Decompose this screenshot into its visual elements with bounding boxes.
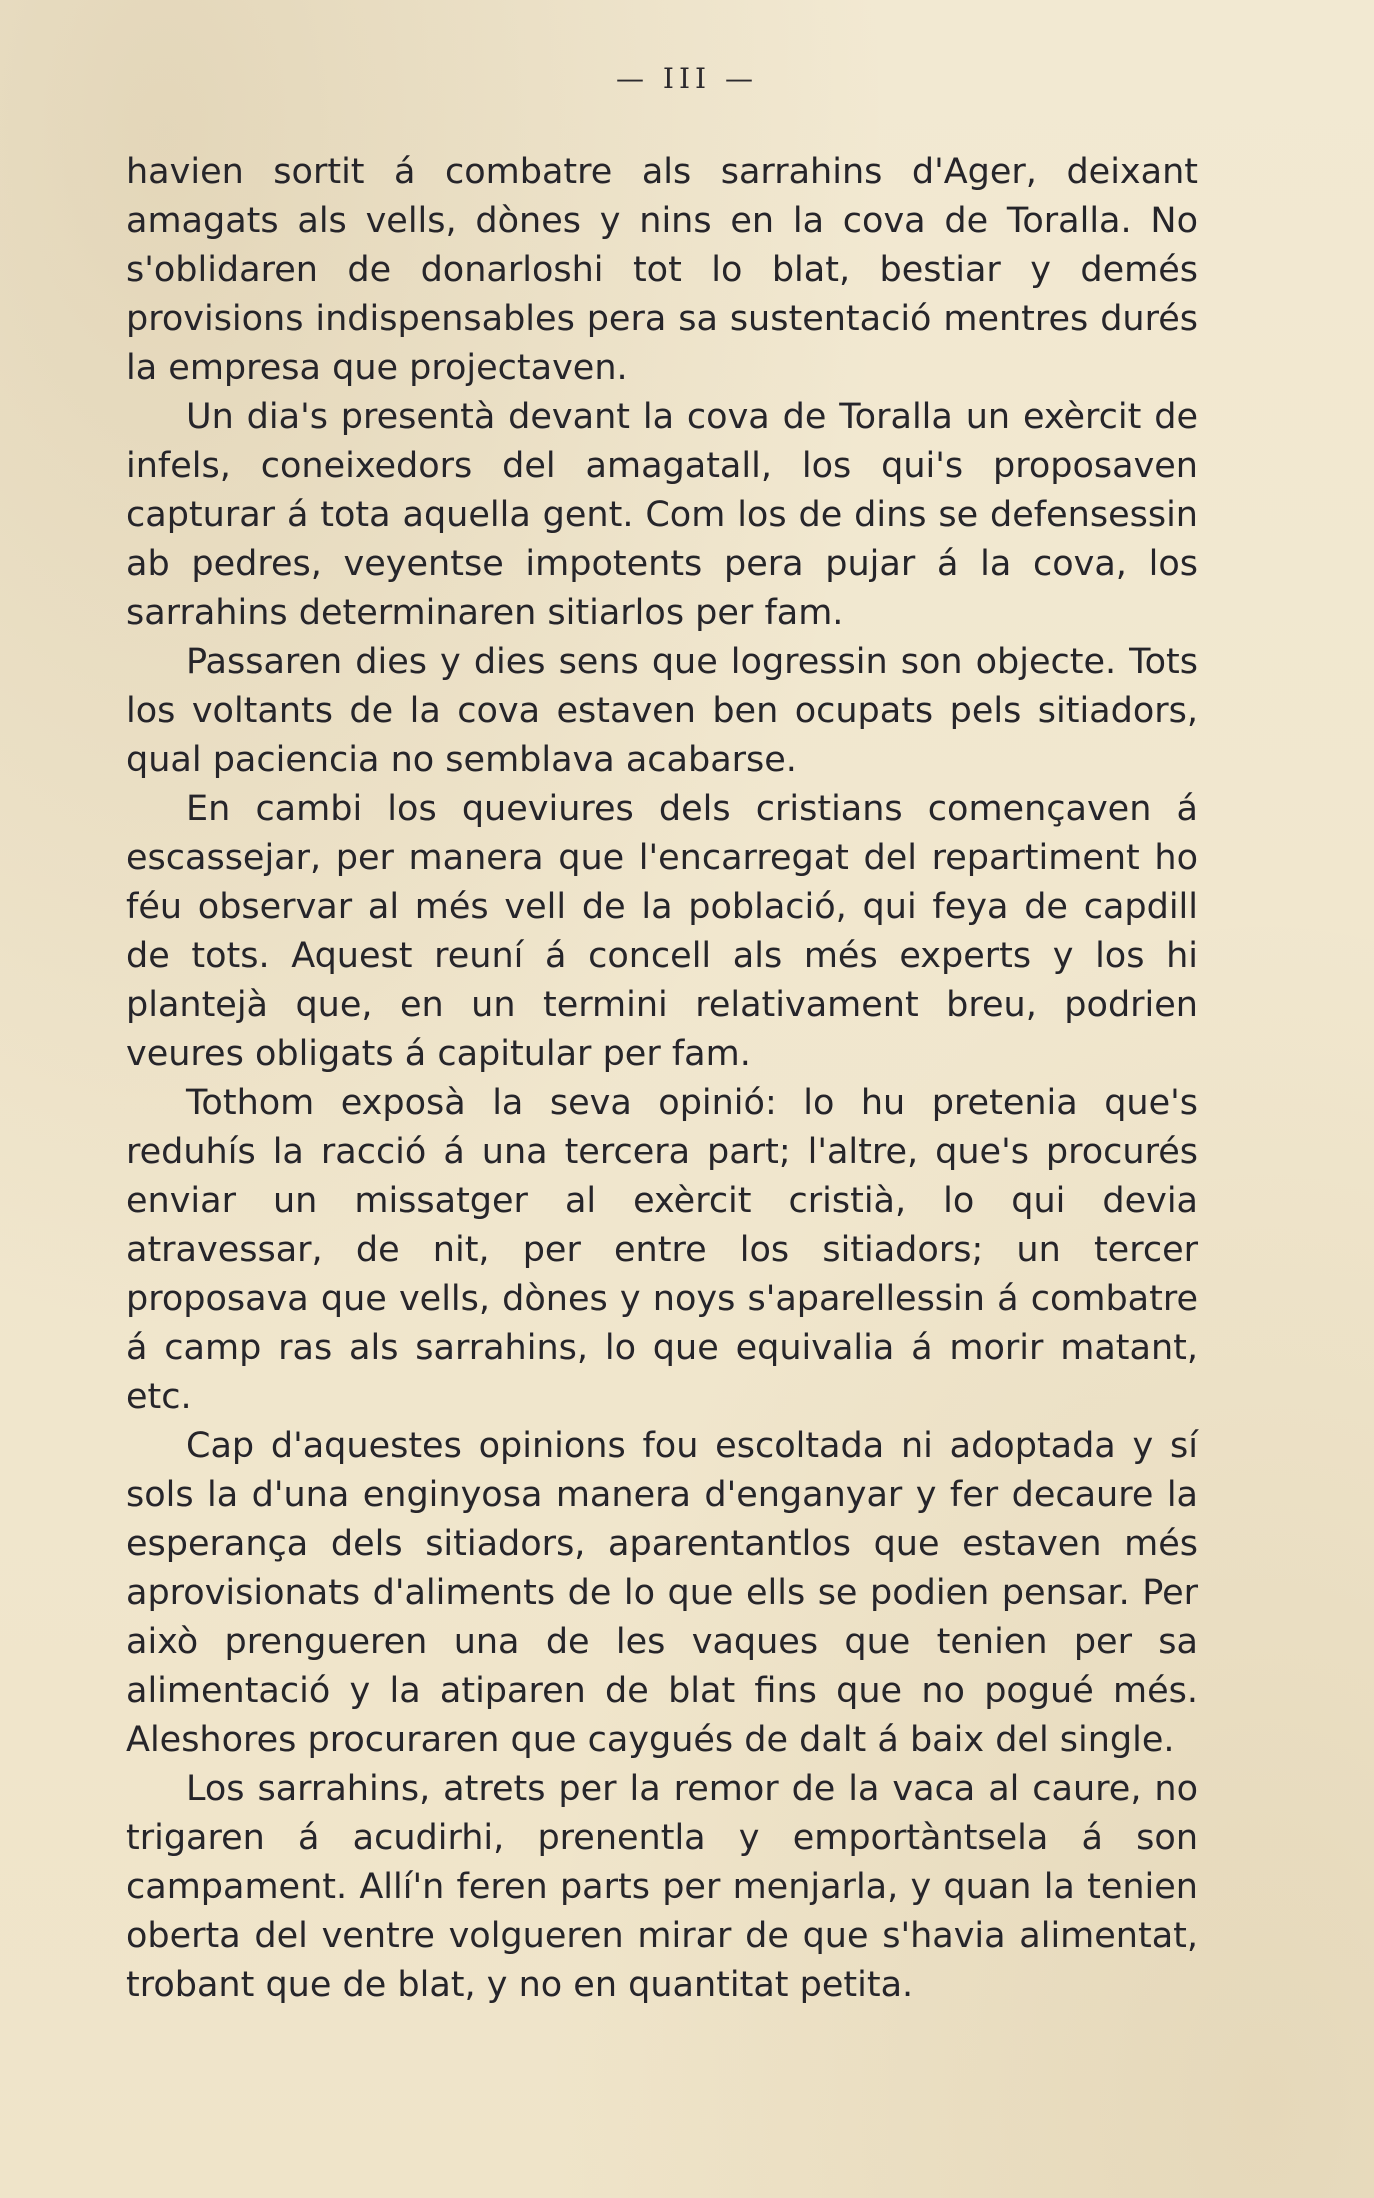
- paragraph: En cambi los queviures dels cristians començaven á escassejar, per manera que l'encarregat del repartiment ho féu observar al més vell de la població, qui feya de capdill de tots. Aquest reuní á concell als més experts y los hi plantejà que, en un termini relativament breu, podrien veures obligats á capitular per fam.: [126, 789, 1198, 1074]
- paragraph: Cap d'aquestes opinions fou escoltada ni adoptada y sí sols la d'una enginyosa manera d'enganyar y fer decaure la esperança dels sitiadors, aparentantlos que estaven més aprovisionats d'aliments de lo que ells se podien pensar. Per això prengueren una de les vaques que tenien per sa alimentació y la atiparen de blat fins que no pogué més. Aleshores procuraren que caygués de dalt á baix del single.: [126, 1426, 1198, 1760]
- body-text: [126, 148, 1198, 2010]
- paragraph-continued: havien sortit á combatre als sarrahins d'Ager, deixant amagats als vells, dònes y nins en la cova de Toralla. No s'oblidaren de donarloshi tot lo blat, bestiar y demés provisions indispensables pera sa sustentació mentres durés la empresa que projectaven.: [126, 152, 1198, 388]
- paragraph: Tothom exposà la seva opinió: lo hu pretenia que's reduhís la racció á una tercera part; l'altre, que's procurés enviar un missatger al exèrcit cristià, lo qui devia atravessar, de nit, per entre los sitiadors; un tercer proposava que vells, dònes y noys s'aparellessin á combatre á camp ras als sarrahins, lo que equivalia á morir matant, etc.: [126, 1083, 1198, 1417]
- paragraph: Passaren dies y dies sens que logressin son objecte. Tots los voltants de la cova estaven ben ocupats pels sitiadors, qual paciencia no semblava acabarse.: [126, 642, 1198, 780]
- paragraph: Los sarrahins, atrets per la remor de la vaca al caure, no trigaren á acudirhi, prenentla y emportàntsela á son campament. Allí'n feren parts per menjarla, y quan la tenien oberta del ventre volgueren mirar de que s'havia alimentat, trobant que de blat, y no en quantitat petita.: [126, 1769, 1198, 2005]
- paragraph: Un dia's presentà devant la cova de Toralla un exèrcit de infels, coneixedors del amagatall, los qui's proposaven capturar á tota aquella gent. Com los de dins se defensessin ab pedres, veyentse impotents pera pujar á la cova, los sarrahins determinaren sitiarlos per fam.: [126, 397, 1198, 633]
- page-number: — III —: [616, 62, 758, 95]
